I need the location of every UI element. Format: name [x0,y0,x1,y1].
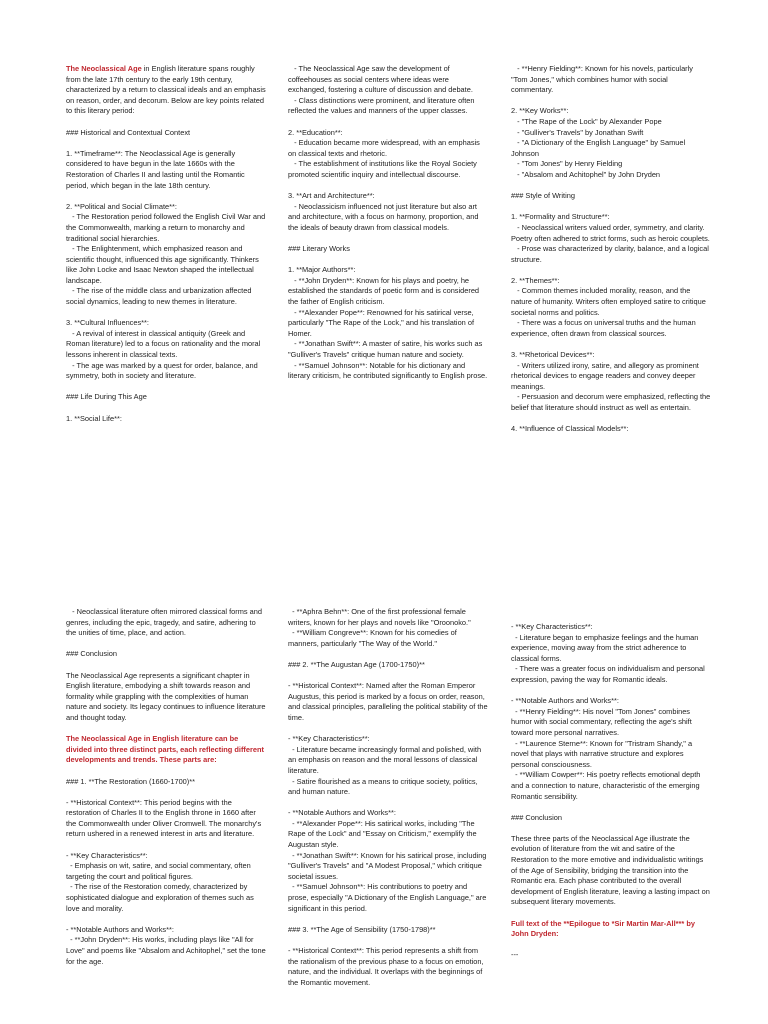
upper-column-1 [66,64,266,424]
author-pope: - **Alexander Pope**: Renowned for his satirical verse, particularly "The Rape of the Lock," and his translation of Homer. [288,307,477,338]
political-bullet-2: - The Enlightenment, which emphasized reason and scientific thought, influenced this age significantly. Thinkers like John Locke and Isaac Newton shaped the intellectual landscape. [66,244,261,285]
conclusion-paragraph-1: The Neoclassical Age represents a significant chapter in English literature, embodying a shift towards reason and formality while grappling with the complexities of human nature and society. Its legacy continues to influence literature and thought today. [66,670,268,722]
sensibility-key-1: - Literature began to emphasize feelings and the human experience, moving away from the strict adherence to classical forms. [511,632,701,663]
dashes-divider: --- [511,950,519,960]
political-bullet-3: - The rise of the middle class and urbanization affected social dynamics, leading to new themes in literature. [66,286,254,307]
sensibility-key-title: - **Key Characteristics**: [511,622,593,631]
heading-style: ### Style of Writing [511,191,575,201]
conclusion-paragraph-2: These three parts of the Neoclassical Age illustrate the evolution of literature from the wit and satire of the Restoration to the more emotive and individualistic writings of the Age of Sensibility, bridging the transition into the Romantic era. Each phase contributed to the overall development of English literature, leaving a lasting impact on subsequent literary movements. [511,833,712,907]
parts-highlight: The Neoclassical Age in English literature can be divided into three distinct parts, each reflecting different developments and trends. These parts are: [66,734,267,765]
key-work-3: - "A Dictionary of the English Language" by Samuel Johnson [511,138,688,158]
heading-literary-works: ### Literary Works [288,244,350,254]
social-life-title: 1. **Social Life**: [66,413,122,423]
formality-bullet-2: - Prose was characterized by clarity, balance, and a logical structure. [511,244,711,264]
sensibility-notable-1: - **Henry Fielding**: His novel "Tom Jones" combines humor with social commentary, reflecting the age's shift toward more personal narratives. [511,706,694,737]
sensibility-notable-title: - **Notable Authors and Works**: [511,696,619,706]
augustan-notable-title: - **Notable Authors and Works**: [288,808,396,818]
author-johnson: - **Samuel Johnson**: Notable for his dictionary and literary criticism, he contributed significantly to English prose. [288,360,488,381]
heading-sensibility: ### 3. **The Age of Sensibility (1750-1798)** [288,924,436,934]
coffee-bullet-1: - The Neoclassical Age saw the development of coffeehouses as social centers where ideas were exchanged, fostering a culture of discussion and debate. [288,64,473,95]
restoration-context: - **Historical Context**: This period begins with the restoration of Charles II to the English throne in 1660 after the Commonwealth under Oliver Cromwell. The monarchy's return ushered in a renewed interest in arts and literature. [66,797,264,839]
lower-column-2 [288,607,488,988]
key-work-5: - "Absalom and Achitophel" by John Dryden [511,169,661,179]
author-swift: - **Jonathan Swift**: A master of satire, his works such as "Gulliver's Travels" critique human nature and society. [288,339,485,360]
sensibility-key-2: - There was a greater focus on individualism and personal expression, paving the way for Romantic ideals. [511,664,707,684]
formality-bullet-1: - Neoclassical writers valued order, symmetry, and clarity. Poetry often adhered to strict forms, such as heroic couplets. [511,222,710,243]
restoration-notable-1: - **John Dryden**: His works, including plays like "All for Love" and poems like "Absalom and Achitophel," set the tone for the age. [66,935,268,966]
heading-historical: ### Historical and Contextual Context [66,127,191,137]
key-work-2: - "Gulliver's Travels" by Jonathan Swift [511,127,644,137]
lower-column-3 [511,622,711,961]
restoration-notable-title: - **Notable Authors and Works**: [66,924,174,934]
rhetoric-bullet-1: - Writers utilized irony, satire, and allegory as prominent rhetorical devices to engage readers and convey deeper meanings. [511,360,701,391]
augustan-key-title: - **Key Characteristics**: [288,734,370,744]
heading-conclusion-1: ### Conclusion [66,649,117,659]
themes-title: 2. **Themes**: [511,275,560,285]
key-work-4: - "Tom Jones" by Henry Fielding [511,159,623,169]
augustan-notable-3: - **Samuel Johnson**: His contributions to poetry and prose, especially "A Dictionary of the English Language," are significant in this period. [288,882,489,913]
education-bullet-1: - Education became more widespread, with an emphasis on classical texts and rhetoric. [288,138,482,158]
augustan-notable-2: - **Jonathan Swift**: Known for his satirical prose, including "Gulliver's Travels" and "A Modest Proposal," which critique societal issues. [288,850,489,881]
political-bullet-1: - The Restoration period followed the English Civil War and the Commonwealth, marking a return to monarchy and traditional social hierarchies. [66,212,268,243]
heading-restoration: ### 1. **The Restoration (1660-1700)** [66,776,196,786]
lower-column-1 [66,607,266,967]
augustan-notable-1: - **Alexander Pope**: His satirical works, including "The Rape of the Lock" and "Essay on Criticism," exemplify the Augustan style. [288,818,479,850]
key-work-1: - "The Rape of the Lock" by Alexander Pope [511,116,662,126]
coffee-bullet-2: - Class distinctions were prominent, and literature often reflected the values and manners of the upper classes. [288,95,477,116]
upper-column-2 [288,64,488,382]
political-title: 2. **Political and Social Climate**: [66,201,177,211]
timeframe-item: 1. **Timeframe**: The Neoclassical Age is generally considered to have begun in the late 1660s with the Restoration of Charles II and lasting until the Romantic period, which began in the late 18th century. [66,148,247,190]
restoration-key-1: - Emphasis on wit, satire, and social commentary, often targeting the court and political figures. [66,861,253,881]
mirrored-bullet: - Neoclassical literature often mirrored classical forms and genres, including the epic, tragedy, and satire, adhering to the unities of time, place, and action. [66,607,264,638]
author-dryden: - **John Dryden**: Known for his plays and poetry, he established the standards of poetic form and is considered the father of English criticism. [288,275,482,307]
author-congreve: - **William Congreve**: Known for his comedies of manners, particularly "The Way of the World." [288,628,459,648]
cultural-title: 3. **Cultural Influences**: [66,318,149,328]
restoration-key-2: - The rise of the Restoration comedy, characterized by sophisticated dialogue and exploration of themes such as love and morality. [66,882,256,913]
intro-text: in English literature spans roughly from the late 17th century to the early 19th century, characterized by a return to classical ideals and an emphasis on reason, order, and decorum. Below are key points related to this literary period: [66,64,268,116]
sensibility-notable-2: - **Laurence Sterne**: Known for "Tristram Shandy," a novel that plays with narrative structure and explores personal consciousness. [511,738,695,769]
themes-bullet-1: - Common themes included morality, reason, and the nature of humanity. Writers often employed satire to critique societal norms and politics. [511,286,708,317]
cultural-bullet-1: - A revival of interest in classical antiquity (Greek and Roman literature) led to a focus on rationality and the moral lessons inherent in classical texts. [66,328,263,360]
art-title: 3. **Art and Architecture**: [288,191,375,201]
sensibility-notable-3: - **William Cowper**: His poetry reflects emotional depth and a connection to nature, characteristic of the emerging Romantic sensibility. [511,770,703,801]
author-behn: - **Aphra Behn**: One of the first professional female writers, known for her plays and novels like "Oroonoko." [288,607,471,627]
themes-bullet-2: - There was a focus on universal truths and the human experience, often drawn from classical sources. [511,318,698,338]
sensibility-context: - **Historical Context**: This period represents a shift from the rationalism of the previous phase to a focus on emotion, nature, and the individual. It overlaps with the beginnings of the Romantic movement. [288,946,486,987]
education-bullet-2: - The establishment of institutions like the Royal Society promoted scientific inquiry and intellectual discourse. [288,159,479,179]
upper-column-3 [511,64,711,435]
author-fielding: - **Henry Fielding**: Known for his novels, particularly "Tom Jones," which combines humor with social commentary. [511,64,696,95]
heading-life: ### Life During This Age [66,392,147,402]
intro-paragraph [66,64,266,117]
rhetoric-title: 3. **Rhetorical Devices**: [511,350,595,360]
education-title: 2. **Education**: [288,127,343,137]
intro-highlight: The Neoclassical Age [66,64,142,73]
rhetoric-bullet-2: - Persuasion and decorum were emphasized, reflecting the belief that literature should instruct as well as entertain. [511,392,713,412]
restoration-key-title: - **Key Characteristics**: [66,850,148,860]
key-works-title: 2. **Key Works**: [511,106,569,116]
authors-title: 1. **Major Authors**: [288,265,356,275]
heading-augustan: ### 2. **The Augustan Age (1700-1750)** [288,659,425,669]
augustan-key-1: - Literature became increasingly formal and polished, with an emphasis on reason and the moral lessons of classical literature. [288,744,484,775]
cultural-bullet-2: - The age was marked by a quest for order, balance, and symmetry, both in society and literature. [66,360,260,381]
augustan-context: - **Historical Context**: Named after the Roman Emperor Augustus, this period is marked by a focus on order, reason, and classical principles, paralleling the political stability of the time. [288,681,490,722]
formality-title: 1. **Formality and Structure**: [511,212,610,222]
augustan-key-2: - Satire flourished as a means to critique society, politics, and human nature. [288,776,480,797]
influence-title: 4. **Influence of Classical Models**: [511,424,629,434]
heading-conclusion-2: ### Conclusion [511,812,562,822]
epilogue-highlight: Full text of the **Epilogue to *Sir Martin Mar-All*** by John Dryden: [511,918,698,939]
art-bullet-1: - Neoclassicism influenced not just literature but also art and architecture, with a focus on harmony, proportion, and the ideals of beauty drawn from classical models. [288,201,481,232]
